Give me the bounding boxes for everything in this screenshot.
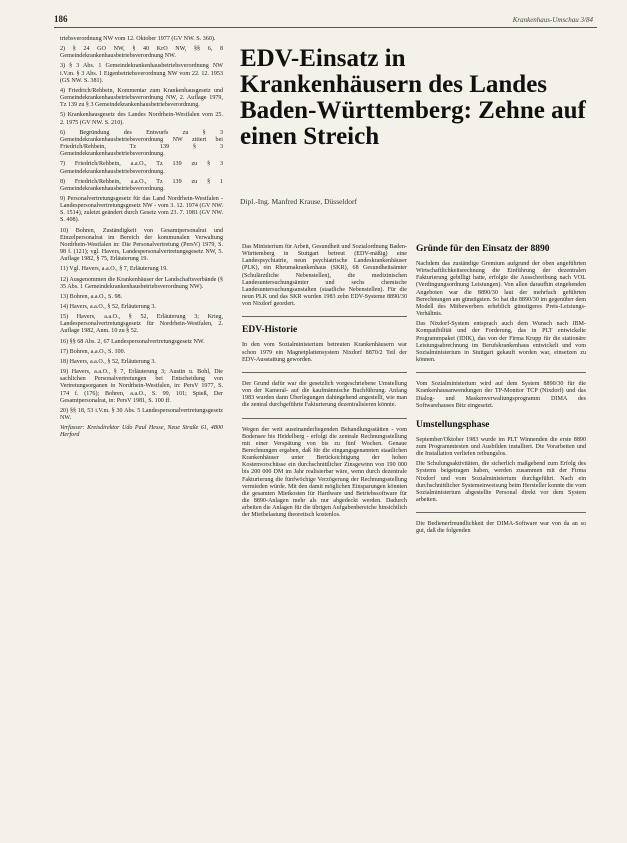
article-paragraph: In den vom Sozialministerium betreuten Krankenhäusern war schon 1979 ein Magnetplattensystem Nixdorf 8870/2 Teil der EDV-Ausstattung geworden. (242, 342, 407, 363)
reference-item: 5) Krankenhausgesetz des Landes Nordrhein-Westfalen vom 25. 2. 1975 (GV NW. S. 210). (60, 112, 223, 126)
reference-item: 10) Bohren, Zuständigkeit von Gesamtpersonalrat und Einzelpersonalrat im Bereich der kommunalen Verwaltung Nordrhein-Westfalen in: Die Personalvertretung (PersV) 1979, S. 98 f. (121); vgl. Havers, Landespersonalvertretungsgesetz NW, 5. Auflage 1982, § 75, Erläuterung 19. (60, 227, 223, 263)
section-rule (242, 372, 407, 373)
reference-item: 19) Havers, a.a.O., § 7, Erläuterung 3; Austin u. Bohl, Die sachlichen Personalvertretungen bei Entscheidung von Vertretungsorganen in Nordrhein-Westfalen, in: PersV 1977, S. 174 f. (176); Bohren, a.a.O., S. 99, 101; Spieß, Der Gesamtpersonalrat, in: PersV 1981, S. 100 ff. (60, 369, 223, 404)
article-author: Dipl.-Ing. Manfred Krause, Düsseldorf (240, 197, 358, 206)
article-paragraph: Nachdem das zuständige Gremium aufgrund der oben angeführten Wirtschaftlichkeitsrechnung die Einführung der dezentralen Fakturierung gebilligt hatte, erfolgte die Ausschreibung nach VOL (Verdingungsordnung Leistungen). Von allen daraufhin eingehenden Angeboten war die 8890/30 laut der mehrfach geführten Berechnungen am günstigsten. So hat die 8890/30 im gegenüber dem Modell des Mitbewerbers erheblich günstigeres Preis-Leistungs-Verhältnis. (416, 261, 586, 318)
article-paragraph: Die Bedienerfreundlichkeit der DIMA-Software war von da an so gut, daß die folgenden (416, 521, 586, 535)
section-heading: Gründe für den Einsatz der 8890 (416, 244, 550, 254)
article-column-right (416, 244, 586, 539)
reference-item: 4) Friedrich/Rehbein, Kommentar zum Krankenhausgesetz und Gemeindekrankenhausbetriebsverordnung NW, 2. Auflage 1979, Tz 139 zu § 3 Gemeindekrankenhausbetriebsverordnung. (60, 87, 223, 109)
reference-item: 11) Vgl. Havers, a.a.O., § 7, Erläuterung 19. (60, 266, 168, 273)
reference-item: 16) §§ 68 Abs. 2, 67 Landespersonalvertretungsgesetz NW. (60, 338, 205, 345)
article-paragraph: Vom Sozialministerium wird auf dem System 8890/30 für die Krankenhausanwendungen der TP-Monitor TCP (Nixdorf) und das Dialog- und Maskenverwaltungsprogramm DIMA des Softwarehauses Bitz eingesetzt. (416, 381, 586, 409)
reference-item: 2) § 24 GO NW, § 40 KrO NW, §§ 6, 8 Gemeindekrankenhausbetriebsverordnung NW. (60, 46, 223, 60)
reference-item: 14) Havers, a.a.O., § 52, Erläuterung 3. (60, 304, 156, 310)
article-paragraph: Wegen der weit auseinanderliegenden Behandlungsstätten - vom Bodensee bis Heidelberg - erfolgt die zentrale Rechnungsstellung mit einer Verspätung von bis zu fünf Wochen. Genaue Berechnungen ergaben, daß für die eingangsgenannten staatlichen Krankenhäuser unter Berücksichtigung der hohen Kostenvorschüsse ein durchschnittlicher Zinsgewinn von 190 000 bis 200 000 DM im Jahr realisierbar wäre, wenn durch dezentrale Fakturierung die fünfwöchige Verzögerung der Rechnungsstellung vermieden würde. Mit den damit möglichen Einsparungen könnten die gesamten Mietkosten für Hardware und Betriebssoftware für die 8890-Anlagen mehr als nur abgedeckt werden. Dadurch arbeiten die Anlagen für die übrigen Aufgabenbereiche hinsichtlich der Mietbelastung theoretisch kostenlos. (242, 426, 407, 519)
reference-item: 18) Havers, a.a.O., § 52, Erläuterung 3. (60, 358, 156, 365)
section-rule (242, 418, 407, 419)
author-address: Verfasser: Kreisdirektor Udo Paul Hesse, Neue Straße 61, 4800 Herford (60, 425, 223, 439)
article-paragraph: Die Schulungsaktivitäten, die sicherlich maßgebend zum Erfolg des Systems beigetragen haben, werden zusammen mit der Firma Nixdorf und vom Sozialministerium durchgeführt. Nach ein durchschnittlicher Systemeinweisung beim Hersteller konnte die vom Sozialministerium abgestellte Personal direkt vor dem System arbeiten. (416, 461, 586, 504)
article-intro: Das Ministerium für Arbeit, Gesundheit und Sozialordnung Baden-Württemberg in Stuttgart betreut (EDV-mäßig) eine Landespsychiatrie, neun psychiatrische Landeskrankenhäuser (PLK), ein Rheumakrankenhaus (SKR), 68 Gesundheitsämter (Schulärztliche Nebenstellen), die medizinischen Landesuntersuchungsämter und sechs chemische Landesuntersuchungsanstalten (staatliche Nebenstellen). Für die neun PLK und das SKR wurden 1983 zehn EDV-Systeme 8890/30 von Nixdorf geordert. (242, 244, 407, 308)
section-heading: Umstellungsphase (416, 419, 490, 430)
reference-item: 3) § 3 Abs. 1 Gemeindekrankenhausbetriebsverordnung NW i.V.m. § 3 Abs. 1 Eigenbetriebsverordnung NW vom 22. 12. 1953 (GS NW. S. 381). (60, 63, 223, 84)
reference-item: 15) Havers, a.a.O., § 52, Erläuterung 3; Krieg, Landespersonalvertretungsgesetz für Nordrhein-Westfalen, 2. Auflage 1982, Anm. 10 zu § 52. (60, 314, 223, 335)
journal-issue: Krankenhaus-Umschau 3/84 (512, 16, 593, 24)
article-column-middle (242, 244, 407, 523)
references-column (60, 36, 223, 443)
reference-item: 9) Personalvertretungsgesetz für das Land Nordrhein-Westfalen - Landespersonalvertretungsgesetz NW - vom 3. 12. 1974 (GV NW. S. 1514), zuletzt geändert durch Gesetz vom 23. 7. 1981 (GV NW. S. 408). (60, 195, 223, 224)
reference-item: 17) Bohren, a.a.O., S. 100. (60, 348, 126, 355)
section-rule (242, 316, 407, 317)
article-paragraph: Das Nixdorf-System entsprach auch dem Wunsch nach IBM-Kompatibilität und der Forderung, das in PLT entwickelte Programmpaket (IDIK), das von der Firma Krupp für die stationäre Leistungsabrechnung im Berufskrankenhaus entwickelt und vom Sozialministerium in Stuttgart gekauft worden war, einsetzen zu können. (416, 321, 586, 364)
page-number: 186 (54, 14, 68, 24)
section-heading: EDV-Historie (242, 325, 298, 336)
reference-item: 7) Friedrich/Rehbein, a.a.O., Tz 139 zu § 3 Gemeindekrankenhausbetriebsverordnung. (60, 161, 223, 175)
reference-item: 8) Friedrich/Rehbein, a.a.O., Tz 139 zu § 1 Gemeindekrankenhausbetriebsverordnung. (60, 178, 223, 192)
reference-item: 13) Bohren, a.a.O., S. 98. (60, 293, 123, 300)
reference-item: 12) Ausgenommen die Krankenhäuser der Landschaftsverbände (§ 35 Abs. 1 Gemeindekrankenhausbetriebsverordnung NW). (60, 276, 223, 290)
article-title: EDV-Einsatz in Krankenhäusern des Landes Baden-Württemberg: Zehne auf einen Streich (240, 45, 586, 150)
header-rule (54, 27, 597, 28)
reference-item: 6) Begründung des Entwurfs zu § 3 Gemeindekrankenhausbetriebsverordnung NW zitiert bei Friedrich/Rehbein, Tz 139 § 3 Gemeindekrankenhausbetriebsverordnung. (60, 129, 223, 158)
article-paragraph: September/Oktober 1983 wurde im PLT Winnenden die erste 8890 zum Programmtesten und Ausbilden installiert. Die Vorarbeiten und die Installation verliefen reibungslos. (416, 436, 586, 458)
reference-item: 20) §§ 18, 53 i.V.m. § 30 Abs. 5 Landespersonalvertretungsgesetz NW. (60, 407, 223, 422)
section-rule (416, 512, 586, 513)
reference-item: triebsverordnung NW vom 12. Oktober 1977 (GV NW. S. 360). (60, 36, 216, 42)
section-rule (416, 372, 586, 373)
article-paragraph: Der Grund dafür war die gesetzlich vorgeschriebene Umstellung von der Kameral- auf die kaufmännische Buchführung. Anfang 1983 wurden dann Überlegungen dahingehend angestellt, wie man die zentral durchgeführte Fakturierung dezentralisieren könnte. (242, 380, 407, 409)
